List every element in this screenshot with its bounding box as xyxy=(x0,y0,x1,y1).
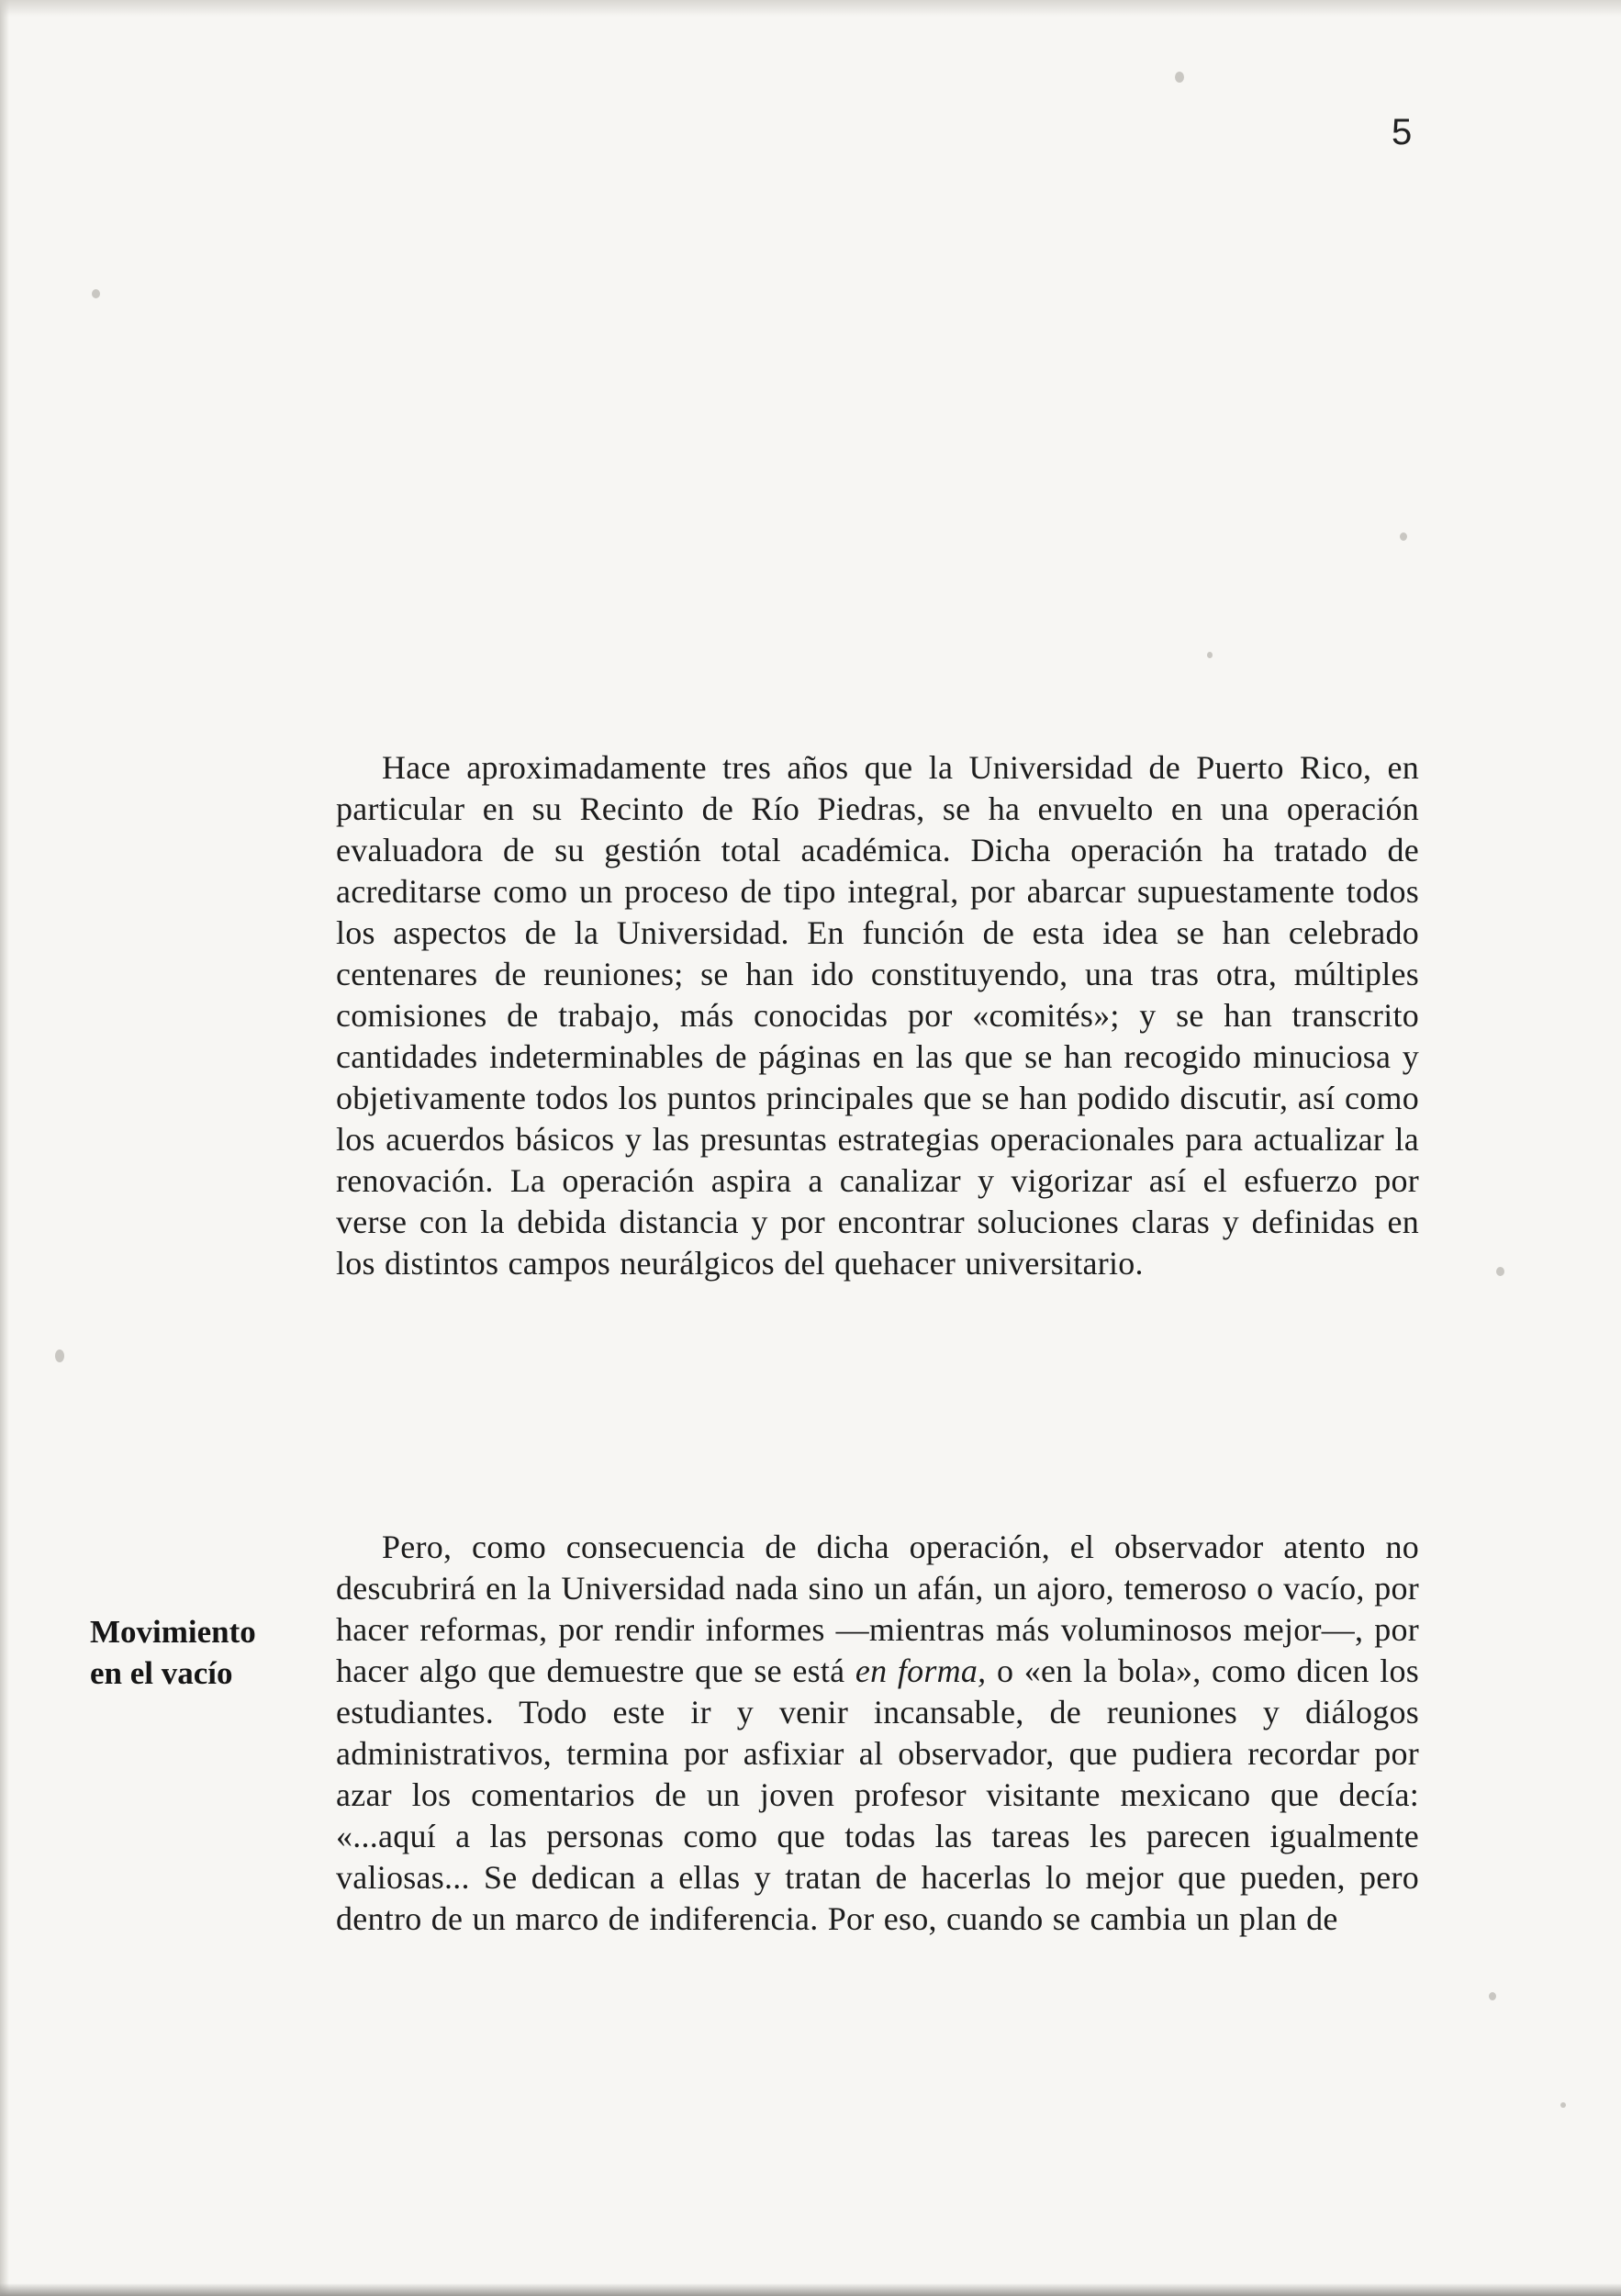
paper-speck xyxy=(1496,1267,1504,1276)
section-heading-line-1: Movimiento xyxy=(90,1614,256,1650)
paper-speck xyxy=(1175,72,1184,83)
paper-speck xyxy=(92,289,100,298)
page-edge-bottom xyxy=(0,2283,1621,2296)
paper-speck xyxy=(55,1350,64,1362)
page-edge-left xyxy=(0,0,9,2296)
paragraph-movimiento-text-start: Pero, como consecuencia de dicha operación, el observador atento no descubrirá en la Universidad nada sino un afán, un ajoro, temeroso o vacío, por hacer reformas, por rendir informes —mientras más voluminosos mejor—, por hacer algo que demuestre que se está xyxy=(336,1529,1419,1689)
paper-speck xyxy=(1207,652,1213,658)
paper-speck xyxy=(1400,532,1407,541)
section-heading-line-2: en el vacío xyxy=(90,1655,233,1691)
page-edge-top xyxy=(0,0,1621,17)
paragraph-movimiento-italic: en forma, xyxy=(855,1652,987,1689)
page-number: 5 xyxy=(1392,112,1413,152)
paper-speck xyxy=(1560,2102,1566,2108)
paragraph-movimiento xyxy=(336,1527,1419,1940)
paragraph-intro: Hace aproximadamente tres años que la Universidad de Puerto Rico, en particular en su Recinto de Río Piedras, se ha envuelto en una operación evaluadora de su gestión total académica. Dicha operación ha tratado de acreditarse como un proceso de tipo integral, por abarcar supuestamente todos los aspectos de la Universidad. En función de esta idea se han celebrado centenares de reuniones; se han ido constituyendo, una tras otra, múltiples comisiones de trabajo, más conocidas por «comités»; y se han transcrito cantidades indeterminables de páginas en las que se han recogido minuciosa y objetivamente todos los puntos principales que se han podido discutir, así como los acuerdos básicos y las presuntas estrategias operacionales para actualizar la renovación. La operación aspira a canalizar y vigorizar así el esfuerzo por verse con la debida distancia y por encontrar soluciones claras y definidas en los distintos campos neurálgicos del quehacer universitario. xyxy=(336,749,1419,1282)
paragraph-movimiento-text-end: o «en la bola», como dicen los estudiantes. Todo este ir y venir incansable, de reuniones y diálogos administrativos, termina por asfixiar al observador, que pudiera recordar por azar los comentarios de un joven profesor visitante mexicano que decía: «...aquí a las personas como que todas las tareas les parecen igualmente valiosas... Se dedican a ellas y tratan de hacerlas lo mejor que pueden, pero dentro de un marco de indiferencia. Por eso, cuando se cambia un plan de xyxy=(336,1652,1419,1937)
paper-speck xyxy=(1489,1992,1496,2000)
section-heading xyxy=(90,1611,303,1694)
